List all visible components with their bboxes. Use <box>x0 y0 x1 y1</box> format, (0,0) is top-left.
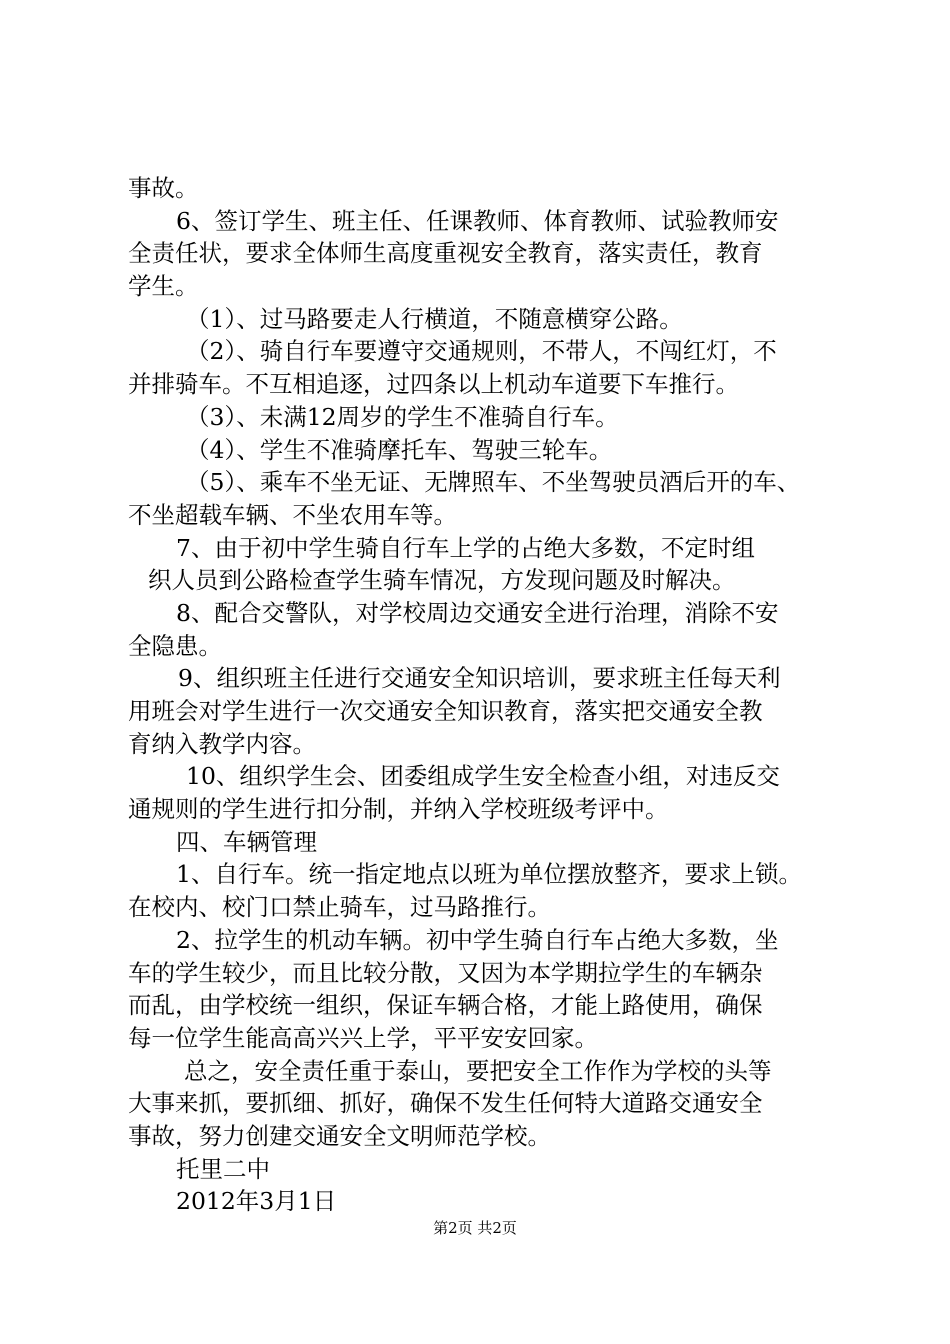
text-line: 事故。 <box>128 174 199 202</box>
text-line: （3）、未满12周岁的学生不准骑自行车。 <box>186 402 619 431</box>
text-line: 1、自行车。统一指定地点以班为单位摆放整齐，要求上锁。 <box>176 860 802 889</box>
text-line: 全责任状，要求全体师生高度重视安全教育，落实责任，教育 <box>128 239 763 268</box>
text-line: 9、组织班主任进行交通安全知识培训，要求班主任每天利 <box>178 664 781 693</box>
text-line: 托里二中 <box>176 1154 270 1183</box>
text-line: （1）、过马路要走人行横道，不随意横穿公路。 <box>186 304 683 333</box>
text-line: 用班会对学生进行一次交通安全知识教育，落实把交通安全教 <box>128 697 763 725</box>
text-line: 总之，安全责任重于泰山，要把安全工作作为学校的头等 <box>184 1056 772 1085</box>
text-line: 学生。 <box>128 272 199 301</box>
text-line: 通规则的学生进行扣分制，并纳入学校班级考评中。 <box>128 795 669 824</box>
text-line: 2、拉学生的机动车辆。初中学生骑自行车占绝大多数，坐 <box>176 925 779 954</box>
text-line: 7、由于初中学生骑自行车上学的占绝大多数，不定时组 <box>176 533 755 562</box>
text-line: （2）、骑自行车要遵守交通规则，不带人，不闯红灯，不 <box>186 337 777 366</box>
text-line: 四、车辆管理 <box>176 827 317 856</box>
text-line: 6、签订学生、班主任、任课教师、体育教师、试验教师安 <box>176 206 779 235</box>
text-line: 并排骑车。不互相追逐，过四条以上机动车道要下车推行。 <box>128 370 739 399</box>
text-line: 事故，努力创建交通安全文明师范学校。 <box>128 1121 551 1150</box>
text-line: 大事来抓，要抓细、抓好，确保不发生任何特大道路交通安全 <box>128 1089 763 1118</box>
text-line: 车的学生较少，而且比较分散，又因为本学期拉学生的车辆杂 <box>128 958 763 987</box>
text-line: 10、组织学生会、团委组成学生安全检查小组，对违反交 <box>186 762 780 791</box>
document-body <box>128 172 848 1218</box>
text-line: 而乱，由学校统一组织，保证车辆合格，才能上路使用，确保 <box>128 991 763 1020</box>
text-line: 每一位学生能高高兴兴上学，平平安安回家。 <box>128 1023 598 1052</box>
text-line: 育纳入教学内容。 <box>128 729 316 758</box>
text-line: 全隐患。 <box>128 631 222 660</box>
text-line: 2012年3月1日 <box>176 1187 337 1216</box>
text-line: 织人员到公路检查学生骑车情况，方发现问题及时解决。 <box>148 566 736 595</box>
text-line: 在校内、校门口禁止骑车，过马路推行。 <box>128 893 551 922</box>
text-line: 8、配合交警队，对学校周边交通安全进行治理，消除不安 <box>176 598 779 627</box>
text-line: （5）、乘车不坐无证、无牌照车、不坐驾驶员酒后开的车、 <box>186 468 801 497</box>
text-line: （4）、学生不准骑摩托车、驾驶三轮车。 <box>186 435 613 464</box>
text-line: 不坐超载车辆、不坐农用车等。 <box>128 500 457 529</box>
page-footer: 第2页 共2页 <box>433 1219 517 1237</box>
